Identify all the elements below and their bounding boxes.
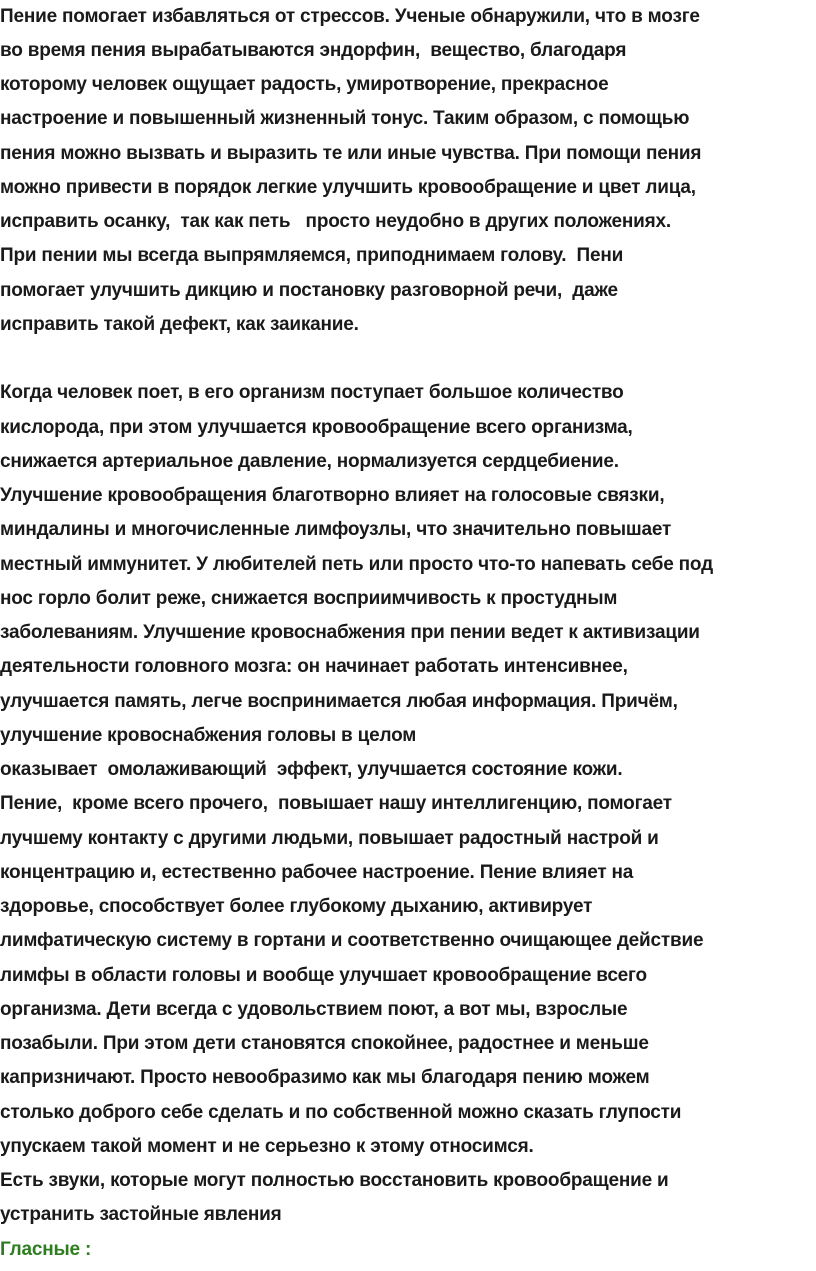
text-line: улучшается память, легче воспринимается любая информация. Причём,: [0, 691, 678, 712]
text-line: организма. Дети всегда с удовольствием поют, а вот мы, взрослые: [0, 999, 628, 1020]
text-line: во время пения вырабатываются эндорфин, вещество, благодаря: [0, 40, 627, 61]
text-line: Пение помогает избавляться от стрессов. Ученые обнаружили, что в мозге: [0, 6, 700, 27]
vowels-heading: Гласные :: [0, 1239, 92, 1260]
text-line: лимфатическую систему в гортани и соответственно очищающее действие: [0, 930, 704, 951]
text-line: лимфы в области головы и вообще улучшает кровообращение всего: [0, 965, 647, 986]
text-line: кислорода, при этом улучшается кровообращение всего организма,: [0, 417, 633, 438]
text-line: местный иммунитет. У любителей петь или просто что-то напевать себе под: [0, 554, 713, 575]
text-line: Есть звуки, которые могут полностью восстановить кровообращение и: [0, 1170, 669, 1191]
text-line: миндалины и многочисленные лимфоузлы, что значительно повышает: [0, 519, 672, 540]
text-line: концентрацию и, естественно рабочее настроение. Пение влияет на: [0, 862, 634, 883]
text-line: помогает улучшить дикцию и постановку разговорной речи, даже: [0, 280, 618, 301]
text-line: настроение и повышенный жизненный тонус. Таким образом, с помощью: [0, 108, 690, 129]
text-line: пения можно вызвать и выразить те или иные чувства. При помощи пения: [0, 143, 702, 164]
text-line: столько доброго себе сделать и по собственной можно сказать глупости: [0, 1102, 682, 1123]
text-line: исправить такой дефект, как заикание.: [0, 314, 359, 335]
text-line: оказывает омолаживающий эффект, улучшается состояние кожи.: [0, 759, 623, 780]
text-line: улучшение кровоснабжения головы в целом: [0, 725, 417, 746]
text-line: позабыли. При этом дети становятся спокойнее, радостнее и меньше: [0, 1033, 649, 1054]
text-line: капризничают. Просто невообразимо как мы благодаря пению можем: [0, 1067, 650, 1088]
text-line: которому человек ощущает радость, умиротворение, прекрасное: [0, 74, 609, 95]
text-line: деятельности головного мозга: он начинает работать интенсивнее,: [0, 656, 628, 677]
text-line: Когда человек поет, в его организм поступает большое количество: [0, 382, 624, 403]
text-line: устранить застойные явления: [0, 1204, 282, 1225]
text-line: При пении мы всегда выпрямляемся, приподнимаем голову. Пени: [0, 245, 624, 266]
text-line: можно привести в порядок легкие улучшить кровообращение и цвет лица,: [0, 177, 696, 198]
text-line: Пение, кроме всего прочего, повышает нашу интеллигенцию, помогает: [0, 793, 672, 814]
text-line: лучшему контакту с другими людьми, повышает радостный настрой и: [0, 828, 659, 849]
text-line: исправить осанку, так как петь просто неудобно в других положениях.: [0, 211, 671, 232]
text-line: нос горло болит реже, снижается восприимчивость к простудным: [0, 588, 618, 609]
text-line: заболеваниям. Улучшение кровоснабжения при пении ведет к активизации: [0, 622, 700, 643]
text-line: Улучшение кровообращения благотворно влияет на голосовые связки,: [0, 485, 665, 506]
text-line: здоровье, способствует более глубокому дыханию, активирует: [0, 896, 593, 917]
text-line: упускаем такой момент и не серьезно к этому относимся.: [0, 1136, 534, 1157]
text-line: снижается артериальное давление, нормализуется сердцебиение.: [0, 451, 619, 472]
